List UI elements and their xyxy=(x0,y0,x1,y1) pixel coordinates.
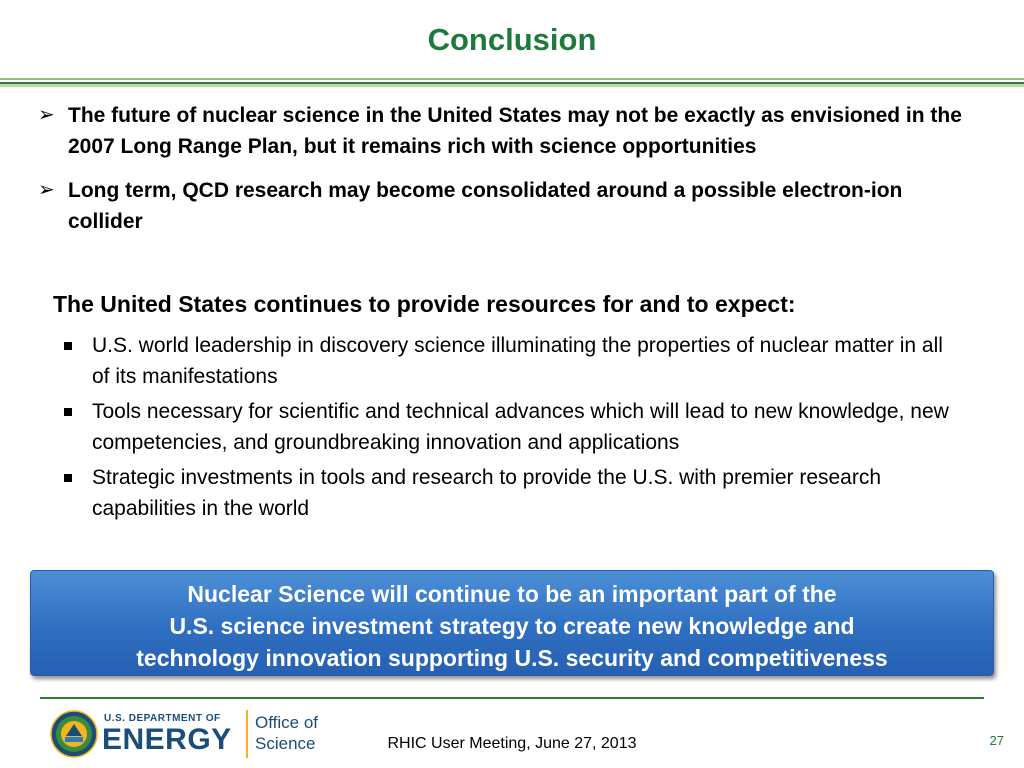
sub-bullet-item xyxy=(60,462,960,524)
callout-line: technology innovation supporting U.S. security and competitiveness xyxy=(136,645,888,671)
title-divider xyxy=(0,78,1024,87)
main-bullet-text: Long term, QCD research may become consolidated around a possible electron-ion collider xyxy=(68,179,903,233)
sub-bullet-text: Strategic investments in tools and research to provide the U.S. with premier research capabilities in the world xyxy=(92,466,882,520)
slide-title: Conclusion xyxy=(427,22,597,57)
main-bullet-text: The future of nuclear science in the United States may not be exactly as envisioned in the 2007 Long Range Plan, but it remains rich with science opportunities xyxy=(68,104,962,158)
sub-bullet-item xyxy=(60,396,960,458)
sub-bullet-text: U.S. world leadership in discovery science illuminating the properties of nuclear matter in all of its manifestations xyxy=(92,334,943,388)
main-bullet-list xyxy=(34,100,974,250)
callout-line: U.S. science investment strategy to create new knowledge and xyxy=(169,613,855,639)
office-line-1: Office of xyxy=(255,713,318,732)
footer-divider xyxy=(40,697,984,699)
office-line-2: Science xyxy=(255,734,316,753)
sub-bullet-text: Tools necessary for scientific and technical advances which will lead to new knowledge, new competencies, and groundbreaking innovation and applications xyxy=(92,400,949,454)
square-bullet-icon xyxy=(64,408,72,416)
footer-meeting-text: RHIC User Meeting, June 27, 2013 xyxy=(387,735,637,752)
square-bullet-icon xyxy=(64,474,72,482)
main-bullet-item xyxy=(34,100,974,162)
section-subheading: The United States continues to provide resources for and to expect: xyxy=(53,291,796,317)
callout-line: Nuclear Science will continue to be an important part of the xyxy=(187,581,837,607)
main-bullet-item xyxy=(34,175,974,237)
sub-bullet-item xyxy=(60,330,960,392)
logo-energy-text: ENERGY xyxy=(102,723,232,756)
arrow-bullet-icon: ➢ xyxy=(38,104,55,126)
logo-dept-text: U.S. DEPARTMENT OF xyxy=(104,713,221,724)
square-bullet-icon xyxy=(64,342,72,350)
conclusion-callout-box xyxy=(30,570,994,676)
sub-bullet-list xyxy=(60,330,960,528)
arrow-bullet-icon: ➢ xyxy=(38,179,55,201)
page-number: 27 xyxy=(989,733,1004,748)
